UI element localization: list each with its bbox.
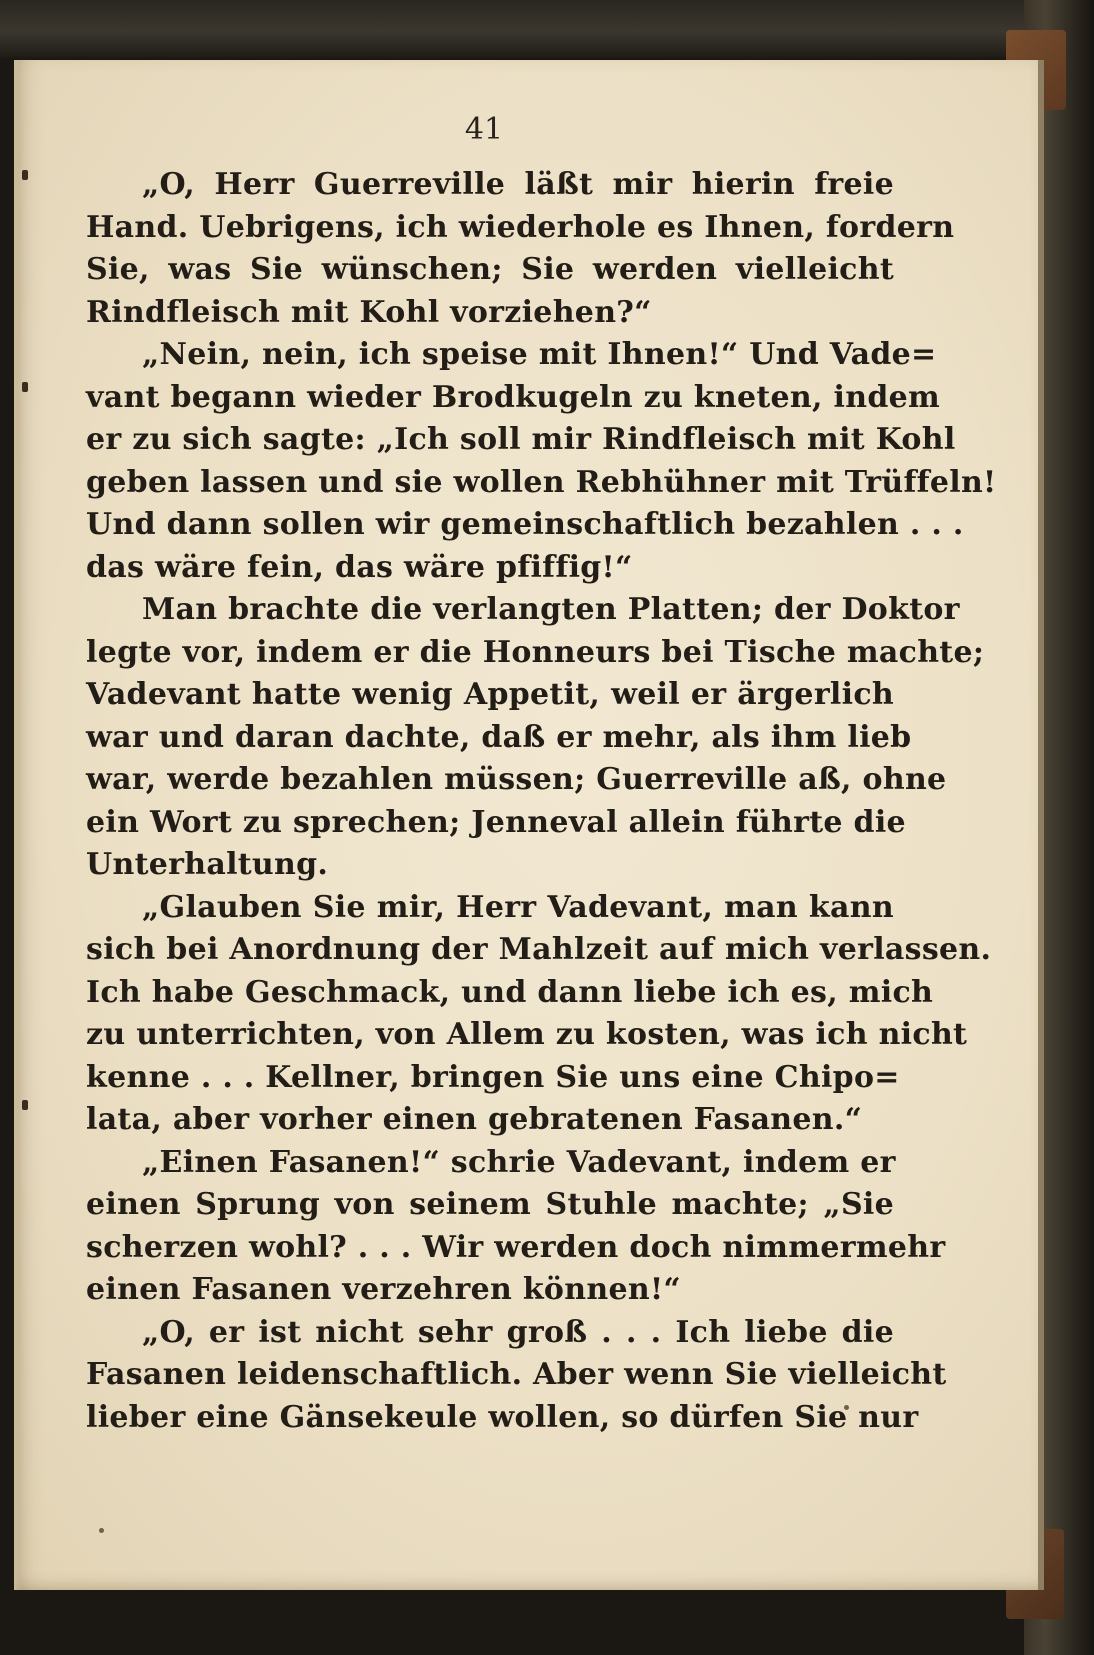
text-line: zu unterrichten, von Allem zu kosten, was ich nicht (86, 1017, 968, 1052)
text-line: geben lassen und sie wollen Rebhühner mit Trüffeln! (86, 464, 997, 500)
text-line: „O, er ist nicht sehr groß . . . Ich liebe die (142, 1314, 894, 1350)
book-board-top (0, 0, 1094, 58)
text-line: er zu sich sagte: „Ich soll mir Rindfleisch mit Kohl (86, 422, 956, 457)
margin-mark (22, 382, 28, 392)
margin-mark (22, 170, 28, 180)
text-line: lieber eine Gänsekeule wollen, so dürfen Sie nur (86, 1399, 919, 1435)
text-line: „Glauben Sie mir, Herr Vadevant, man kann (142, 889, 894, 925)
text-line: Sie, was Sie wünschen; Sie werden vielleicht (86, 252, 894, 287)
text-line: vant begann wieder Brodkugeln zu kneten, indem (86, 379, 941, 415)
text-line: kenne . . . Kellner, bringen Sie uns eine Chipo= (86, 1059, 900, 1095)
text-line: war und daran dachte, daß er mehr, als ihm lieb (86, 719, 912, 755)
text-line: legte vor, indem er die Honneurs bei Tische machte; (86, 634, 985, 670)
text-line: einen Sprung von seinem Stuhle machte; „Sie (86, 1187, 894, 1222)
text-line: Fasanen leidenschaftlich. Aber wenn Sie vielleicht (86, 1357, 947, 1392)
text-line: Unterhaltung. (86, 847, 329, 882)
text-line: sich bei Anordnung der Mahlzeit auf mich verlassen. (86, 932, 992, 967)
text-line: einen Fasanen verzehren können!“ (86, 1272, 681, 1307)
body-text (86, 164, 997, 1439)
book-page (14, 60, 1044, 1590)
text-line: Und dann sollen wir gemeinschaftlich bezahlen . . . (86, 507, 964, 542)
text-line: war, werde bezahlen müssen; Guerreville aß, ohne (86, 762, 947, 797)
text-line: „O, Herr Guerreville läßt mir hierin freie (142, 167, 894, 202)
text-line: Rindfleisch mit Kohl vorziehen?“ (86, 294, 652, 330)
page-speck (99, 1528, 104, 1533)
text-line: scherzen wohl? . . . Wir werden doch nimmermehr (86, 1229, 946, 1265)
page-number: 41 (464, 112, 504, 147)
text-line: „Einen Fasanen!“ schrie Vadevant, indem er (142, 1144, 896, 1180)
text-line: Vadevant hatte wenig Appetit, weil er ärgerlich (86, 677, 894, 712)
text-line: „Nein, nein, ich speise mit Ihnen!“ Und Vade= (142, 337, 937, 372)
text-line: lata, aber vorher einen gebratenen Fasanen.“ (86, 1102, 863, 1137)
text-line: ein Wort zu sprechen; Jenneval allein führte die (86, 804, 906, 840)
text-line: Man brachte die verlangten Platten; der Doktor (142, 592, 960, 627)
text-line: Hand. Uebrigens, ich wiederhole es Ihnen, fordern (86, 209, 955, 245)
margin-mark (22, 1100, 28, 1110)
page-gutter (14, 60, 22, 1590)
text-line: Ich habe Geschmack, und dann liebe ich es, mich (86, 974, 934, 1010)
text-line: das wäre fein, das wäre pfiffig!“ (86, 549, 633, 585)
